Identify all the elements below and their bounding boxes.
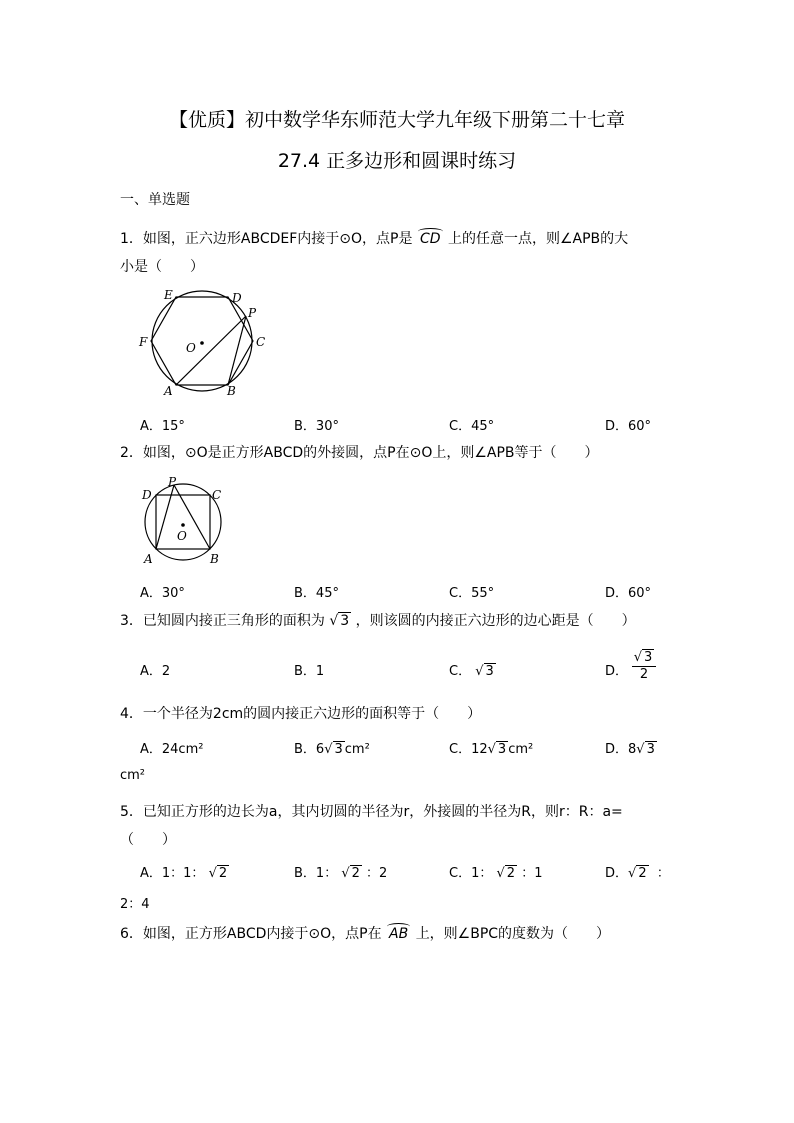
q1-text-b: 上的任意一点，则∠APB的大 [447, 231, 629, 247]
q4-option-a: A．24cm² [140, 742, 204, 757]
q3-option-a: A．2 [140, 664, 171, 679]
q3-d-denominator: 2 [639, 667, 649, 682]
q2-label-p: P [168, 475, 177, 489]
q1-label-p: P [248, 306, 257, 320]
q5-option-c: C．1： √ 2 ：1 [449, 866, 543, 881]
q5-text-a: 5．已知正方形的边长为a，其内切圆的半径为r，外接圆的半径为R，则r：R：a= [120, 804, 623, 820]
q4-option-d-continuation: cm² [120, 768, 146, 783]
q5-option-a: A．1：1： √ 2 [140, 866, 228, 881]
q3-text-a: 3．已知圆内接正三角形的面积为 [120, 613, 325, 629]
question-3-text [120, 607, 680, 635]
q5-option-b: B．1： √ 2 ：2 [294, 866, 388, 881]
q2-option-b: B．45° [294, 586, 339, 601]
document-title: 【优质】初中数学华东师范大学九年级下册第二十七章 [168, 109, 625, 131]
question-2-text: 2．如图，⊙O是正方形ABCD的外接圆，点P在⊙O上，则∠APB等于（ ） [120, 445, 599, 461]
q2-label-d: D [142, 488, 152, 502]
q3-sqrt-value: 3 [340, 613, 350, 629]
q1-option-c: C．45° [449, 419, 495, 434]
q1-text-a: 1．如图，正六边形ABCDEF内接于⊙O，点P是 [120, 231, 413, 247]
q3-text-b: ，则该圆的内接正六边形的边心距是（ ） [355, 613, 636, 629]
q5-option-d: D．√ 2 ： [605, 866, 670, 881]
q1-figure [135, 285, 275, 400]
document-subtitle: 27.4 正多边形和圆课时练习 [277, 150, 517, 172]
question-1-text [120, 225, 680, 281]
q2-figure [138, 475, 233, 570]
q4-option-b: B．6√ 3 cm² [294, 742, 370, 757]
q3-d-numerator: √ 3 [632, 650, 656, 667]
q1-arc: CD [417, 231, 444, 247]
q2-option-c: C．55° [449, 586, 495, 601]
q4-option-c: C．12√ 3 cm² [449, 742, 534, 757]
q3-sqrt: √ 3 [329, 613, 350, 629]
q4-option-d: D．8√ 3 [605, 742, 655, 757]
q2-option-a: A．30° [140, 586, 185, 601]
q1-label-e: E [164, 288, 173, 302]
q6-text-b: 上，则∠BPC的度数为（ ） [415, 926, 611, 942]
q1-option-b: B．30° [294, 419, 339, 434]
section-heading: 一、单选题 [120, 192, 190, 208]
q2-label-b: B [210, 552, 219, 566]
q1-option-d: D．60° [605, 419, 652, 434]
q1-label-o: O [186, 341, 196, 355]
q5-option-d-continuation: 2：4 [120, 897, 150, 912]
q2-option-d: D．60° [605, 586, 652, 601]
question-5-text [120, 798, 660, 854]
q1-label-f: F [139, 335, 148, 349]
q3-option-d-label: D． [605, 664, 629, 679]
q3-option-c-label: C． [449, 664, 472, 679]
q1-option-a: A．15° [140, 419, 185, 434]
q1-label-a: A [164, 384, 173, 398]
q1-label-d: D [232, 291, 242, 305]
q3-option-c-sqrt: √ 3 [475, 664, 494, 679]
q3-option-b: B．1 [294, 664, 325, 679]
q2-label-c: C [212, 488, 222, 502]
q3-option-d-fraction [632, 650, 656, 682]
question-4-text: 4．一个半径为2cm的圆内接正六边形的面积等于（ ） [120, 706, 482, 722]
q1-label-b: B [227, 384, 236, 398]
q6-arc: AB [386, 926, 411, 942]
q2-label-o: O [177, 529, 187, 543]
q1-text-c: 小是（ ） [120, 259, 204, 275]
q2-label-a: A [144, 552, 153, 566]
q1-label-c: C [256, 335, 266, 349]
question-6-text [120, 920, 680, 948]
q3-option-c [449, 660, 496, 679]
q5-text-b: （ ） [120, 832, 176, 848]
q6-text-a: 6．如图，正方形ABCD内接于⊙O，点P在 [120, 926, 382, 942]
